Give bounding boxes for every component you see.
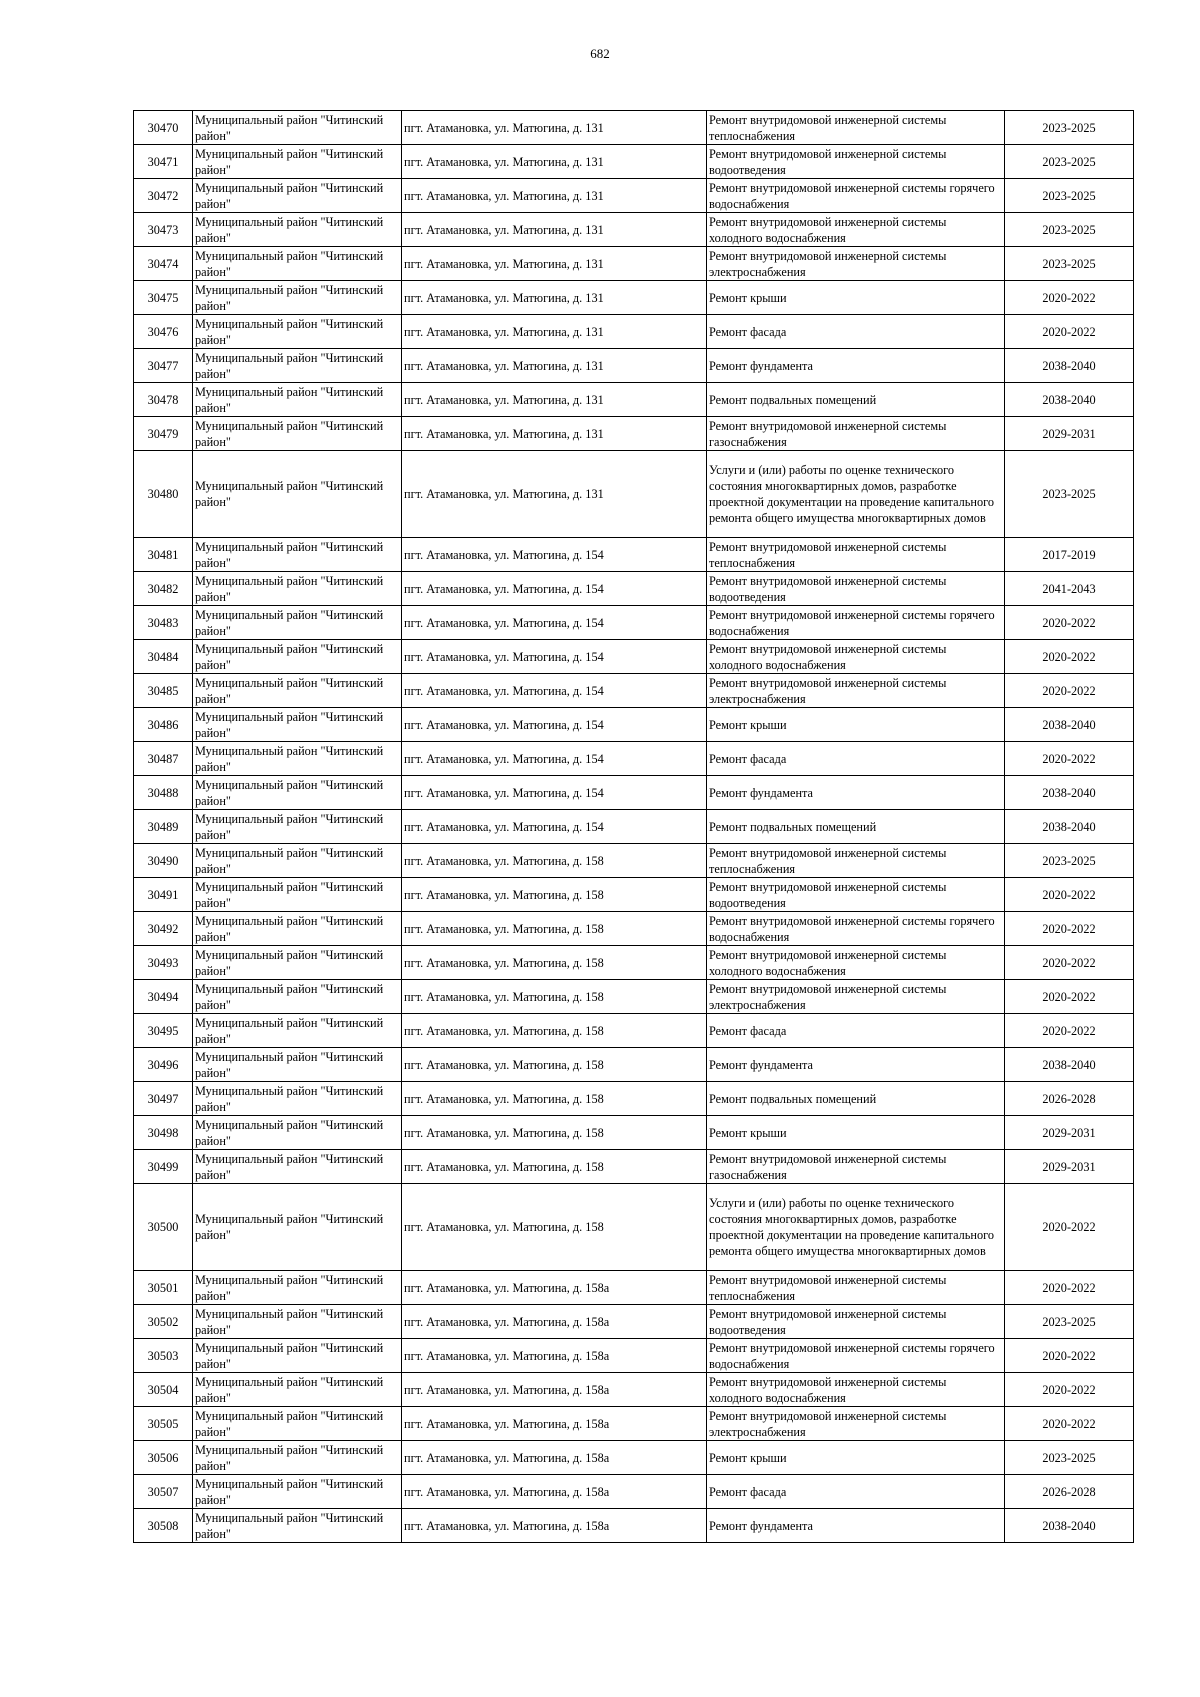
period-cell: 2038-2040 (1005, 1048, 1134, 1082)
district-cell: Муниципальный район "Читинский район" (193, 912, 402, 946)
table-row (134, 538, 1134, 572)
district-cell: Муниципальный район "Читинский район" (193, 674, 402, 708)
work-type-cell: Ремонт внутридомовой инженерной системы холодного водоснабжения (707, 640, 1005, 674)
address-cell: пгт. Атамановка, ул. Матюгина, д. 131 (402, 451, 707, 538)
work-type-cell: Ремонт фундамента (707, 349, 1005, 383)
period-cell: 2020-2022 (1005, 946, 1134, 980)
period-cell: 2020-2022 (1005, 1271, 1134, 1305)
table-row (134, 315, 1134, 349)
table-row (134, 383, 1134, 417)
period-cell: 2038-2040 (1005, 708, 1134, 742)
work-type-cell: Ремонт фундамента (707, 1509, 1005, 1543)
work-type-cell: Ремонт крыши (707, 1116, 1005, 1150)
period-cell: 2020-2022 (1005, 1339, 1134, 1373)
period-cell: 2023-2025 (1005, 145, 1134, 179)
period-cell: 2020-2022 (1005, 878, 1134, 912)
period-cell: 2017-2019 (1005, 538, 1134, 572)
work-type-cell: Ремонт внутридомовой инженерной системы электроснабжения (707, 674, 1005, 708)
table-row (134, 451, 1134, 538)
period-cell: 2026-2028 (1005, 1475, 1134, 1509)
row-number-cell: 30502 (134, 1305, 193, 1339)
period-cell: 2029-2031 (1005, 417, 1134, 451)
address-cell: пгт. Атамановка, ул. Матюгина, д. 158 (402, 946, 707, 980)
district-cell: Муниципальный район "Читинский район" (193, 708, 402, 742)
district-cell: Муниципальный район "Читинский район" (193, 1509, 402, 1543)
row-number-cell: 30504 (134, 1373, 193, 1407)
period-cell: 2020-2022 (1005, 640, 1134, 674)
page-number: 682 (590, 46, 610, 61)
district-cell: Муниципальный район "Читинский район" (193, 179, 402, 213)
work-type-cell: Услуги и (или) работы по оценке технического состояния многоквартирных домов, разработке проектной документации на проведение капитального ремонта общего имущества многоквартирных домов (707, 1184, 1005, 1271)
table-row (134, 145, 1134, 179)
address-cell: пгт. Атамановка, ул. Матюгина, д. 158 (402, 1184, 707, 1271)
period-cell: 2023-2025 (1005, 247, 1134, 281)
row-number-cell: 30496 (134, 1048, 193, 1082)
work-type-cell: Ремонт фасада (707, 742, 1005, 776)
address-cell: пгт. Атамановка, ул. Матюгина, д. 131 (402, 417, 707, 451)
district-cell: Муниципальный район "Читинский район" (193, 1373, 402, 1407)
period-cell: 2038-2040 (1005, 349, 1134, 383)
period-cell: 2041-2043 (1005, 572, 1134, 606)
work-type-cell: Ремонт подвальных помещений (707, 1082, 1005, 1116)
table-row (134, 1271, 1134, 1305)
row-number-cell: 30490 (134, 844, 193, 878)
address-cell: пгт. Атамановка, ул. Матюгина, д. 158 (402, 1150, 707, 1184)
district-cell: Муниципальный район "Читинский район" (193, 451, 402, 538)
work-type-cell: Ремонт внутридомовой инженерной системы теплоснабжения (707, 538, 1005, 572)
row-number-cell: 30485 (134, 674, 193, 708)
district-cell: Муниципальный район "Читинский район" (193, 640, 402, 674)
district-cell: Муниципальный район "Читинский район" (193, 349, 402, 383)
district-cell: Муниципальный район "Читинский район" (193, 1271, 402, 1305)
table-row (134, 1184, 1134, 1271)
table-row (134, 1509, 1134, 1543)
district-cell: Муниципальный район "Читинский район" (193, 980, 402, 1014)
row-number-cell: 30500 (134, 1184, 193, 1271)
period-cell: 2023-2025 (1005, 1305, 1134, 1339)
table-row (134, 281, 1134, 315)
address-cell: пгт. Атамановка, ул. Матюгина, д. 158 (402, 980, 707, 1014)
work-type-cell: Услуги и (или) работы по оценке технического состояния многоквартирных домов, разработке проектной документации на проведение капитального ремонта общего имущества многоквартирных домов (707, 451, 1005, 538)
district-cell: Муниципальный район "Читинский район" (193, 1305, 402, 1339)
table-row (134, 417, 1134, 451)
work-type-cell: Ремонт внутридомовой инженерной системы водоотведения (707, 572, 1005, 606)
address-cell: пгт. Атамановка, ул. Матюгина, д. 158 (402, 844, 707, 878)
district-cell: Муниципальный район "Читинский район" (193, 946, 402, 980)
row-number-cell: 30507 (134, 1475, 193, 1509)
period-cell: 2023-2025 (1005, 179, 1134, 213)
district-cell: Муниципальный район "Читинский район" (193, 213, 402, 247)
period-cell: 2020-2022 (1005, 606, 1134, 640)
table-row (134, 1407, 1134, 1441)
table-row (134, 111, 1134, 145)
table-row (134, 606, 1134, 640)
row-number-cell: 30497 (134, 1082, 193, 1116)
period-cell: 2020-2022 (1005, 742, 1134, 776)
period-cell: 2020-2022 (1005, 315, 1134, 349)
row-number-cell: 30506 (134, 1441, 193, 1475)
address-cell: пгт. Атамановка, ул. Матюгина, д. 158а (402, 1339, 707, 1373)
row-number-cell: 30477 (134, 349, 193, 383)
period-cell: 2020-2022 (1005, 1407, 1134, 1441)
table-row (134, 1048, 1134, 1082)
address-cell: пгт. Атамановка, ул. Матюгина, д. 154 (402, 708, 707, 742)
address-cell: пгт. Атамановка, ул. Матюгина, д. 131 (402, 281, 707, 315)
district-cell: Муниципальный район "Читинский район" (193, 844, 402, 878)
row-number-cell: 30489 (134, 810, 193, 844)
district-cell: Муниципальный район "Читинский район" (193, 281, 402, 315)
work-type-cell: Ремонт внутридомовой инженерной системы горячего водоснабжения (707, 912, 1005, 946)
address-cell: пгт. Атамановка, ул. Матюгина, д. 131 (402, 213, 707, 247)
table-row (134, 1150, 1134, 1184)
address-cell: пгт. Атамановка, ул. Матюгина, д. 154 (402, 810, 707, 844)
period-cell: 2029-2031 (1005, 1150, 1134, 1184)
row-number-cell: 30473 (134, 213, 193, 247)
row-number-cell: 30495 (134, 1014, 193, 1048)
work-type-cell: Ремонт внутридомовой инженерной системы горячего водоснабжения (707, 179, 1005, 213)
table-row (134, 776, 1134, 810)
district-cell: Муниципальный район "Читинский район" (193, 111, 402, 145)
table-row (134, 980, 1134, 1014)
district-cell: Муниципальный район "Читинский район" (193, 1014, 402, 1048)
table-row (134, 912, 1134, 946)
district-cell: Муниципальный район "Читинский район" (193, 145, 402, 179)
district-cell: Муниципальный район "Читинский район" (193, 1475, 402, 1509)
table-row (134, 708, 1134, 742)
period-cell: 2023-2025 (1005, 844, 1134, 878)
work-type-cell: Ремонт внутридомовой инженерной системы теплоснабжения (707, 1271, 1005, 1305)
row-number-cell: 30472 (134, 179, 193, 213)
table-row (134, 674, 1134, 708)
address-cell: пгт. Атамановка, ул. Матюгина, д. 154 (402, 606, 707, 640)
table-row (134, 1475, 1134, 1509)
work-type-cell: Ремонт внутридомовой инженерной системы горячего водоснабжения (707, 1339, 1005, 1373)
district-cell: Муниципальный район "Читинский район" (193, 1150, 402, 1184)
address-cell: пгт. Атамановка, ул. Матюгина, д. 158 (402, 1048, 707, 1082)
table-row (134, 844, 1134, 878)
address-cell: пгт. Атамановка, ул. Матюгина, д. 158а (402, 1271, 707, 1305)
table-row (134, 179, 1134, 213)
work-type-cell: Ремонт внутридомовой инженерной системы газоснабжения (707, 1150, 1005, 1184)
work-type-cell: Ремонт крыши (707, 281, 1005, 315)
address-cell: пгт. Атамановка, ул. Матюгина, д. 131 (402, 111, 707, 145)
address-cell: пгт. Атамановка, ул. Матюгина, д. 158 (402, 1082, 707, 1116)
district-cell: Муниципальный район "Читинский район" (193, 383, 402, 417)
district-cell: Муниципальный район "Читинский район" (193, 315, 402, 349)
row-number-cell: 30474 (134, 247, 193, 281)
table-row (134, 1373, 1134, 1407)
address-cell: пгт. Атамановка, ул. Матюгина, д. 154 (402, 674, 707, 708)
address-cell: пгт. Атамановка, ул. Матюгина, д. 131 (402, 383, 707, 417)
table-row (134, 878, 1134, 912)
district-cell: Муниципальный район "Читинский район" (193, 1184, 402, 1271)
work-type-cell: Ремонт внутридомовой инженерной системы горячего водоснабжения (707, 606, 1005, 640)
district-cell: Муниципальный район "Читинский район" (193, 1407, 402, 1441)
address-cell: пгт. Атамановка, ул. Матюгина, д. 131 (402, 315, 707, 349)
work-type-cell: Ремонт внутридомовой инженерной системы электроснабжения (707, 1407, 1005, 1441)
row-number-cell: 30483 (134, 606, 193, 640)
table-row (134, 1014, 1134, 1048)
table-row (134, 1441, 1134, 1475)
district-cell: Муниципальный район "Читинский район" (193, 776, 402, 810)
work-type-cell: Ремонт внутридомовой инженерной системы электроснабжения (707, 247, 1005, 281)
address-cell: пгт. Атамановка, ул. Матюгина, д. 158 (402, 1014, 707, 1048)
district-cell: Муниципальный район "Читинский район" (193, 810, 402, 844)
period-cell: 2038-2040 (1005, 1509, 1134, 1543)
row-number-cell: 30487 (134, 742, 193, 776)
period-cell: 2020-2022 (1005, 1373, 1134, 1407)
row-number-cell: 30475 (134, 281, 193, 315)
period-cell: 2038-2040 (1005, 776, 1134, 810)
table-row (134, 247, 1134, 281)
row-number-cell: 30486 (134, 708, 193, 742)
row-number-cell: 30484 (134, 640, 193, 674)
district-cell: Муниципальный район "Читинский район" (193, 1048, 402, 1082)
table-row (134, 810, 1134, 844)
row-number-cell: 30508 (134, 1509, 193, 1543)
address-cell: пгт. Атамановка, ул. Матюгина, д. 158а (402, 1373, 707, 1407)
work-type-cell: Ремонт внутридомовой инженерной системы водоотведения (707, 145, 1005, 179)
work-type-cell: Ремонт внутридомовой инженерной системы теплоснабжения (707, 844, 1005, 878)
address-cell: пгт. Атамановка, ул. Матюгина, д. 158 (402, 878, 707, 912)
work-type-cell: Ремонт фундамента (707, 776, 1005, 810)
district-cell: Муниципальный район "Читинский район" (193, 1339, 402, 1373)
row-number-cell: 30499 (134, 1150, 193, 1184)
table-row (134, 640, 1134, 674)
work-type-cell: Ремонт фасада (707, 1475, 1005, 1509)
table-row (134, 946, 1134, 980)
address-cell: пгт. Атамановка, ул. Матюгина, д. 158а (402, 1509, 707, 1543)
period-cell: 2023-2025 (1005, 1441, 1134, 1475)
period-cell: 2038-2040 (1005, 383, 1134, 417)
district-cell: Муниципальный район "Читинский район" (193, 538, 402, 572)
row-number-cell: 30503 (134, 1339, 193, 1373)
row-number-cell: 30481 (134, 538, 193, 572)
work-type-cell: Ремонт внутридомовой инженерной системы водоотведения (707, 878, 1005, 912)
row-number-cell: 30493 (134, 946, 193, 980)
work-type-cell: Ремонт внутридомовой инженерной системы холодного водоснабжения (707, 213, 1005, 247)
table-row (134, 1305, 1134, 1339)
work-type-cell: Ремонт фундамента (707, 1048, 1005, 1082)
period-cell: 2020-2022 (1005, 281, 1134, 315)
period-cell: 2023-2025 (1005, 213, 1134, 247)
work-type-cell: Ремонт внутридомовой инженерной системы холодного водоснабжения (707, 1373, 1005, 1407)
district-cell: Муниципальный район "Читинский район" (193, 742, 402, 776)
work-type-cell: Ремонт внутридомовой инженерной системы водоотведения (707, 1305, 1005, 1339)
work-type-cell: Ремонт фасада (707, 1014, 1005, 1048)
work-type-cell: Ремонт внутридомовой инженерной системы теплоснабжения (707, 111, 1005, 145)
row-number-cell: 30501 (134, 1271, 193, 1305)
table-row (134, 742, 1134, 776)
district-cell: Муниципальный район "Читинский район" (193, 1116, 402, 1150)
row-number-cell: 30498 (134, 1116, 193, 1150)
address-cell: пгт. Атамановка, ул. Матюгина, д. 154 (402, 538, 707, 572)
registry-table (133, 110, 1134, 1543)
table-row (134, 349, 1134, 383)
address-cell: пгт. Атамановка, ул. Матюгина, д. 154 (402, 742, 707, 776)
address-cell: пгт. Атамановка, ул. Матюгина, д. 158а (402, 1407, 707, 1441)
work-type-cell: Ремонт подвальных помещений (707, 810, 1005, 844)
row-number-cell: 30494 (134, 980, 193, 1014)
row-number-cell: 30479 (134, 417, 193, 451)
registry-table-body (134, 111, 1134, 1543)
address-cell: пгт. Атамановка, ул. Матюгина, д. 154 (402, 776, 707, 810)
work-type-cell: Ремонт внутридомовой инженерной системы электроснабжения (707, 980, 1005, 1014)
row-number-cell: 30492 (134, 912, 193, 946)
period-cell: 2020-2022 (1005, 1184, 1134, 1271)
work-type-cell: Ремонт внутридомовой инженерной системы холодного водоснабжения (707, 946, 1005, 980)
work-type-cell: Ремонт крыши (707, 1441, 1005, 1475)
district-cell: Муниципальный район "Читинский район" (193, 878, 402, 912)
table-row (134, 572, 1134, 606)
period-cell: 2038-2040 (1005, 810, 1134, 844)
address-cell: пгт. Атамановка, ул. Матюгина, д. 158а (402, 1441, 707, 1475)
table-row (134, 213, 1134, 247)
period-cell: 2020-2022 (1005, 912, 1134, 946)
row-number-cell: 30505 (134, 1407, 193, 1441)
table-row (134, 1339, 1134, 1373)
period-cell: 2023-2025 (1005, 111, 1134, 145)
row-number-cell: 30476 (134, 315, 193, 349)
address-cell: пгт. Атамановка, ул. Матюгина, д. 158 (402, 1116, 707, 1150)
district-cell: Муниципальный район "Читинский район" (193, 606, 402, 640)
row-number-cell: 30491 (134, 878, 193, 912)
period-cell: 2026-2028 (1005, 1082, 1134, 1116)
period-cell: 2023-2025 (1005, 451, 1134, 538)
row-number-cell: 30488 (134, 776, 193, 810)
row-number-cell: 30470 (134, 111, 193, 145)
district-cell: Муниципальный район "Читинский район" (193, 1082, 402, 1116)
address-cell: пгт. Атамановка, ул. Матюгина, д. 131 (402, 179, 707, 213)
work-type-cell: Ремонт крыши (707, 708, 1005, 742)
row-number-cell: 30482 (134, 572, 193, 606)
work-type-cell: Ремонт внутридомовой инженерной системы газоснабжения (707, 417, 1005, 451)
address-cell: пгт. Атамановка, ул. Матюгина, д. 158 (402, 912, 707, 946)
table-row (134, 1082, 1134, 1116)
district-cell: Муниципальный район "Читинский район" (193, 572, 402, 606)
row-number-cell: 30480 (134, 451, 193, 538)
period-cell: 2020-2022 (1005, 674, 1134, 708)
row-number-cell: 30471 (134, 145, 193, 179)
district-cell: Муниципальный район "Читинский район" (193, 247, 402, 281)
address-cell: пгт. Атамановка, ул. Матюгина, д. 131 (402, 349, 707, 383)
period-cell: 2020-2022 (1005, 1014, 1134, 1048)
district-cell: Муниципальный район "Читинский район" (193, 417, 402, 451)
row-number-cell: 30478 (134, 383, 193, 417)
work-type-cell: Ремонт подвальных помещений (707, 383, 1005, 417)
table-row (134, 1116, 1134, 1150)
address-cell: пгт. Атамановка, ул. Матюгина, д. 154 (402, 572, 707, 606)
period-cell: 2020-2022 (1005, 980, 1134, 1014)
address-cell: пгт. Атамановка, ул. Матюгина, д. 158а (402, 1305, 707, 1339)
address-cell: пгт. Атамановка, ул. Матюгина, д. 158а (402, 1475, 707, 1509)
address-cell: пгт. Атамановка, ул. Матюгина, д. 131 (402, 247, 707, 281)
address-cell: пгт. Атамановка, ул. Матюгина, д. 154 (402, 640, 707, 674)
district-cell: Муниципальный район "Читинский район" (193, 1441, 402, 1475)
address-cell: пгт. Атамановка, ул. Матюгина, д. 131 (402, 145, 707, 179)
period-cell: 2029-2031 (1005, 1116, 1134, 1150)
work-type-cell: Ремонт фасада (707, 315, 1005, 349)
